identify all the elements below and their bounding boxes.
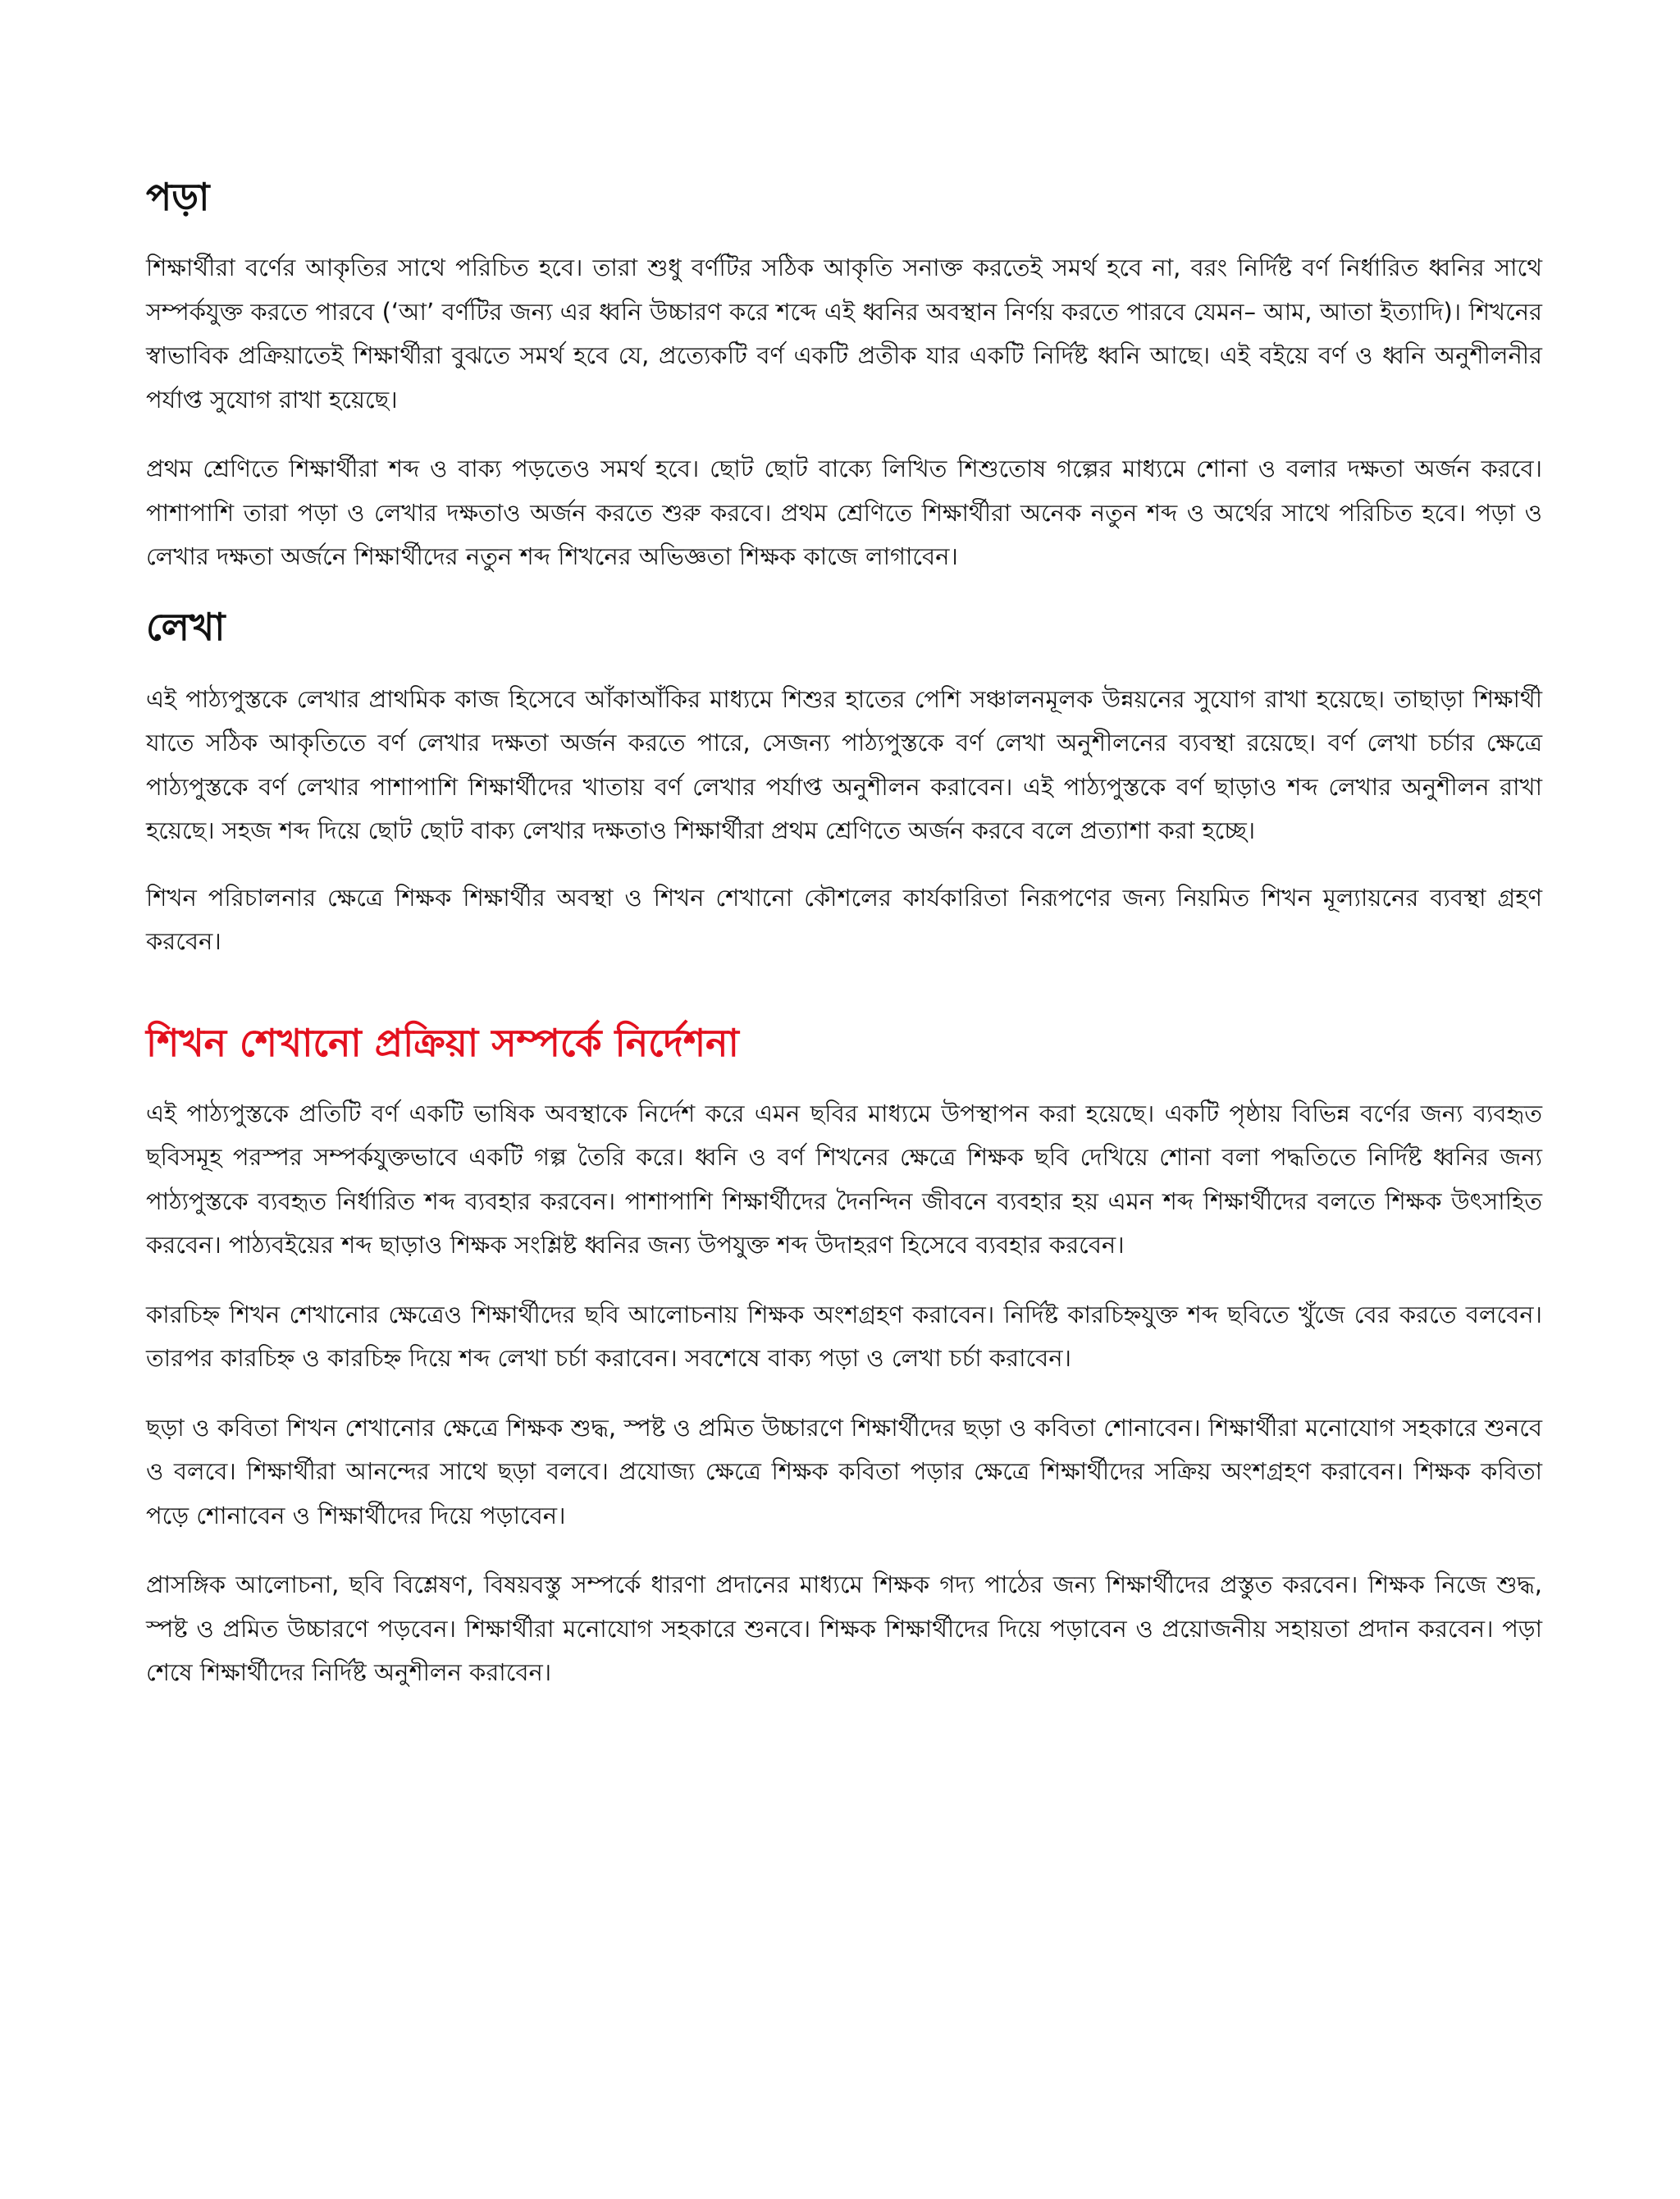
- writing-paragraph-1: এই পাঠ্যপুস্তকে লেখার প্রাথমিক কাজ হিসেবে আঁকাআঁকির মাধ্যমে শিশুর হাতের পেশি সঞ্চালনমূলক উন্নয়নের সুযোগ রাখা হয়েছে। তাছাড়া শিক্ষার্থী যাতে সঠিক আকৃতিতে বর্ণ লেখার দক্ষতা অর্জন করতে পারে, সেজন্য পাঠ্যপুস্তকে বর্ণ লেখা অনুশীলনের ব্যবস্থা রয়েছে। বর্ণ লেখা চর্চার ক্ষেত্রে পাঠ্যপুস্তকে বর্ণ লেখার পাশাপাশি শিক্ষার্থীদের খাতায় বর্ণ লেখার পর্যাপ্ত অনুশীলন করাবেন। এই পাঠ্যপুস্তকে বর্ণ ছাড়াও শব্দ লেখার অনুশীলন রাখা হয়েছে। সহজ শব্দ দিয়ে ছোট ছোট বাক্য লেখার দক্ষতাও শিক্ষার্থীরা প্রথম শ্রেণিতে অর্জন করবে বলে প্রত্যাশা করা হচ্ছে।: [146, 684, 1542, 844]
- guidance-paragraph-2: কারচিহ্ন শিখন শেখানোর ক্ষেত্রেও শিক্ষার্থীদের ছবি আলোচনায় শিক্ষক অংশগ্রহণ করাবেন। নির্দিষ্ট কারচিহ্নযুক্ত শব্দ ছবিতে খুঁজে বের করতে বলবেন। তারপর কারচিহ্ন ও কারচিহ্ন দিয়ে শব্দ লেখা চর্চা করাবেন। সবশেষে বাক্য পড়া ও লেখা চর্চা করাবেন।: [146, 1300, 1542, 1372]
- guidance-paragraph-1: এই পাঠ্যপুস্তকে প্রতিটি বর্ণ একটি ভাষিক অবস্থাকে নির্দেশ করে এমন ছবির মাধ্যমে উপস্থাপন করা হয়েছে। একটি পৃষ্ঠায় বিভিন্ন বর্ণের জন্য ব্যবহৃত ছবিসমূহ পরস্পর সম্পর্কযুক্তভাবে একটি গল্প তৈরি করে। ধ্বনি ও বর্ণ শিখনের ক্ষেত্রে শিক্ষক ছবি দেখিয়ে শোনা বলা পদ্ধতিতে নির্দিষ্ট ধ্বনির জন্য পাঠ্যপুস্তকে ব্যবহৃত নির্ধারিত শব্দ ব্যবহার করবেন। পাশাপাশি শিক্ষার্থীদের দৈনন্দিন জীবনে ব্যবহার হয় এমন শব্দ শিক্ষার্থীদের বলতে শিক্ষক উৎসাহিত করবেন। পাঠ্যবইয়ের শব্দ ছাড়াও শিক্ষক সংশ্লিষ্ট ধ্বনির জন্য উপযুক্ত শব্দ উদাহরণ হিসেবে ব্যবহার করবেন।: [146, 1099, 1542, 1259]
- guidance-paragraph-3: ছড়া ও কবিতা শিখন শেখানোর ক্ষেত্রে শিক্ষক শুদ্ধ, স্পষ্ট ও প্রমিত উচ্চারণে শিক্ষার্থীদের ছড়া ও কবিতা শোনাবেন। শিক্ষার্থীরা মনোযোগ সহকারে শুনবে ও বলবে। শিক্ষার্থীরা আনন্দের সাথে ছড়া বলবে। প্রযোজ্য ক্ষেত্রে শিক্ষক কবিতা পড়ার ক্ষেত্রে শিক্ষার্থীদের সক্রিয় অংশগ্রহণ করাবেন। শিক্ষক কবিতা পড়ে শোনাবেন ও শিক্ষার্থীদের দিয়ে পড়াবেন।: [146, 1413, 1542, 1529]
- section-heading-teaching-guidance: শিখন শেখানো প্রক্রিয়া সম্পর্কে নির্দেশনা: [146, 1020, 739, 1065]
- reading-paragraph-2: প্রথম শ্রেণিতে শিক্ষার্থীরা শব্দ ও বাক্য পড়তেও সমর্থ হবে। ছোট ছোট বাক্যে লিখিত শিশুতোষ গল্পের মাধ্যমে শোনা ও বলার দক্ষতা অর্জন করবে। পাশাপাশি তারা পড়া ও লেখার দক্ষতাও অর্জন করতে শুরু করবে। প্রথম শ্রেণিতে শিক্ষার্থীরা অনেক নতুন শব্দ ও অর্থের সাথে পরিচিত হবে। পড়া ও লেখার দক্ষতা অর্জনে শিক্ষার্থীদের নতুন শব্দ শিখনের অভিজ্ঞতা শিক্ষক কাজে লাগাবেন।: [146, 455, 1542, 570]
- section-heading-reading: পড়া: [146, 175, 210, 219]
- guidance-paragraph-4: প্রাসঙ্গিক আলোচনা, ছবি বিশ্লেষণ, বিষয়বস্তু সম্পর্কে ধারণা প্রদানের মাধ্যমে শিক্ষক গদ্য পাঠের জন্য শিক্ষার্থীদের প্রস্তুত করবেন। শিক্ষক নিজে শুদ্ধ, স্পষ্ট ও প্রমিত উচ্চারণে পড়বেন। শিক্ষার্থীরা মনোযোগ সহকারে শুনবে। শিক্ষক শিক্ষার্থীদের দিয়ে পড়াবেন ও প্রয়োজনীয় সহায়তা প্রদান করবেন। পড়া শেষে শিক্ষার্থীদের নির্দিষ্ট অনুশীলন করাবেন।: [146, 1570, 1542, 1686]
- writing-paragraph-2: শিখন পরিচালনার ক্ষেত্রে শিক্ষক শিক্ষার্থীর অবস্থা ও শিখন শেখানো কৌশলের কার্যকারিতা নিরূপণের জন্য নিয়মিত শিখন মূল্যায়নের ব্যবস্থা গ্রহণ করবেন।: [146, 883, 1542, 955]
- section-heading-writing: লেখা: [146, 604, 226, 649]
- reading-paragraph-1: শিক্ষার্থীরা বর্ণের আকৃতির সাথে পরিচিত হবে। তারা শুধু বর্ণটির সঠিক আকৃতি সনাক্ত করতেই সমর্থ হবে না, বরং নির্দিষ্ট বর্ণ নির্ধারিত ধ্বনির সাথে সম্পর্কযুক্ত করতে পারবে (‘আ’ বর্ণটির জন্য এর ধ্বনি উচ্চারণ করে শব্দে এই ধ্বনির অবস্থান নির্ণয় করতে পারবে যেমন– আম, আতা ইত্যাদি)। শিখনের স্বাভাবিক প্রক্রিয়াতেই শিক্ষার্থীরা বুঝতে সমর্থ হবে যে, প্রত্যেকটি বর্ণ একটি প্রতীক যার একটি নির্দিষ্ট ধ্বনি আছে। এই বইয়ে বর্ণ ও ধ্বনি অনুশীলনীর পর্যাপ্ত সুযোগ রাখা হয়েছে।: [146, 254, 1542, 414]
- document-page: [146, 172, 1542, 1695]
